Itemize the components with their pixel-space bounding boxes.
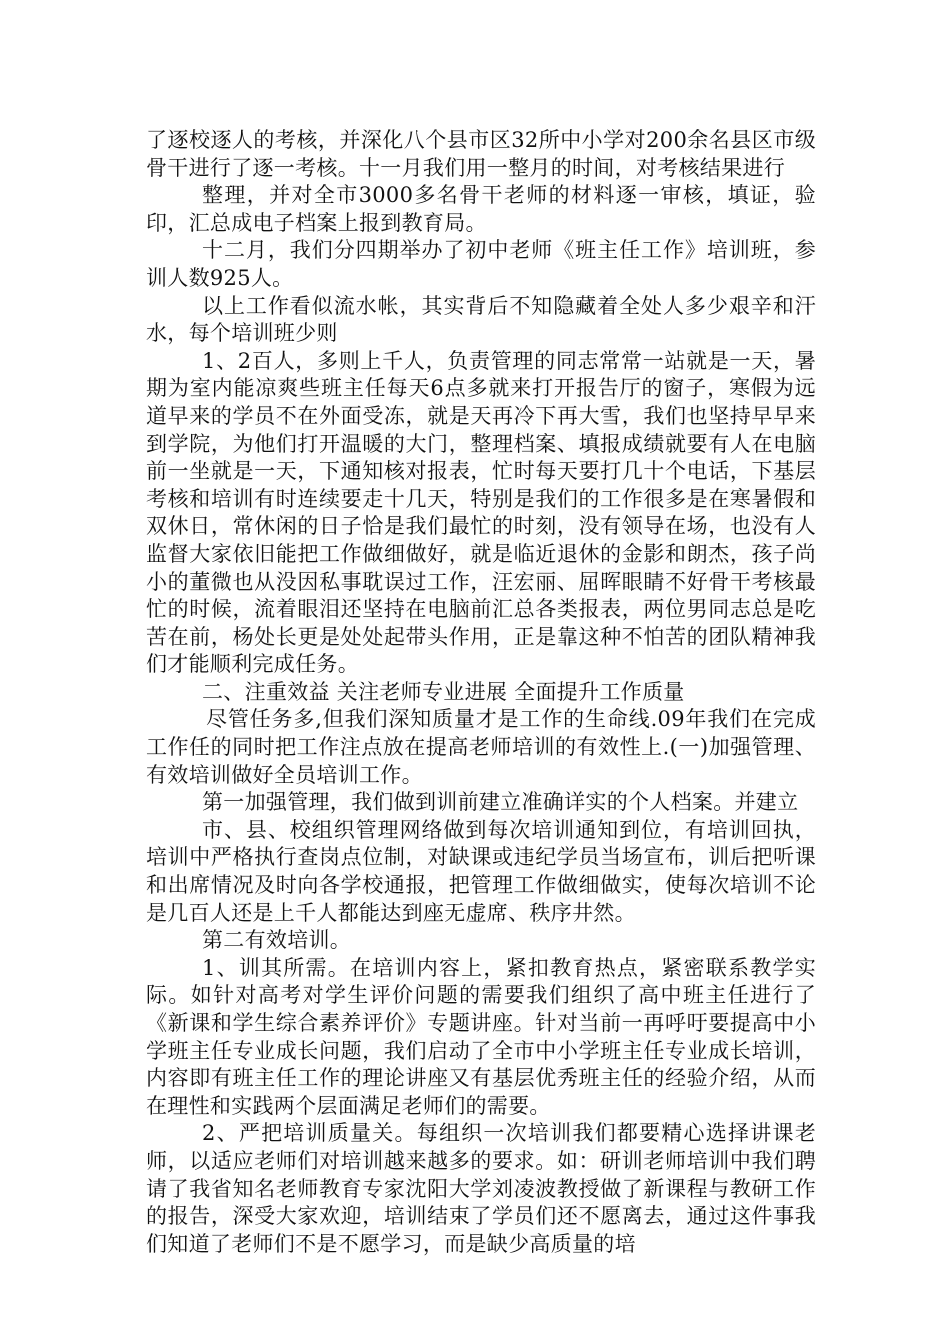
- paragraph-3: 十二月，我们分四期举办了初中老师《班主任工作》培训班，参训人数925人。: [146, 238, 816, 290]
- paragraph-8: 市、县、校组织管理网络做到每次培训通知到位，有培训回执，培训中严格执行查岗点位制，对缺课或违纪学员当场宣布，训后把听课和出席情况及时向各学校通报，把管理工作做细做实，使每次培训不论是几百人还是上千人都能达到座无虚席、秩序井然。: [146, 817, 816, 925]
- document-body: [146, 127, 816, 1258]
- paragraph-9: 第二有效培训。: [202, 928, 352, 953]
- paragraph-1: 了逐校逐人的考核，并深化八个县市区32所中小学对200余名县区市级骨干进行了逐一考核。十一月我们用一整月的时间，对考核结果进行: [146, 128, 816, 180]
- paragraph-10: 1、训其所需。在培训内容上，紧扣教育热点，紧密联系教学实际。如针对高考对学生评价问题的需要我们组织了高中班主任进行了《新课和学生综合素养评价》专题讲座。针对当前一再呼吁要提高中小学班主任专业成长问题，我们启动了全市中小学班主任专业成长培训，内容即有班主任工作的理论讲座又有基层优秀班主任的经验介绍，从而在理性和实践两个层面满足老师们的需要。: [146, 955, 816, 1118]
- paragraph-5: 1、2百人，多则上千人，负责管理的同志常常一站就是一天，暑期为室内能凉爽些班主任每天6点多就来打开报告厅的窗子，寒假为远道早来的学员不在外面受冻，就是天再冷下再大雪，我们也坚持早早来到学院，为他们打开温暖的大门，整理档案、填报成绩就要有人在电脑前一坐就是一天，下通知核对报表，忙时每天要打几十个电话，下基层考核和培训有时连续要走十几天，特别是我们的工作很多是在寒暑假和双休日，常休闲的日子恰是我们最忙的时刻，没有领导在场，也没有人监督大家依旧能把工作做细做好，就是临近退休的金影和朗杰，孩子尚小的董微也从没因私事耽误过工作，汪宏丽、屈晖眼睛不好骨干考核最忙的时候，流着眼泪还坚持在电脑前汇总各类报表，两位男同志总是吃苦在前，杨处长更是处处起带头作用，正是靠这种不怕苦的团队精神我们才能顺利完成任务。: [146, 348, 816, 677]
- paragraph-2: 整理，并对全市3000多名骨干老师的材料逐一审核，填证，验印，汇总成电子档案上报到教育局。: [146, 183, 816, 235]
- paragraph-6: 尽管任务多,但我们深知质量才是工作的生命线.09年我们在完成工作任的同时把工作注点放在提高老师培训的有效性上.(一)加强管理、有效培训做好全员培训工作。: [146, 707, 816, 787]
- section-heading: 二、注重效益 关注老师专业进展 全面提升工作质量: [202, 679, 685, 704]
- paragraph-7: 第一加强管理，我们做到训前建立准确详实的个人档案。并建立: [202, 790, 799, 815]
- paragraph-11: 2、严把培训质量关。每组织一次培训我们都要精心选择讲课老师，以适应老师们对培训越来越多的要求。如：研训老师培训中我们聘请了我省知名老师教育专家沈阳大学刘凌波教授做了新课程与教研工作的报告，深受大家欢迎，培训结束了学员们还不愿离去，通过这件事我们知道了老师们不是不愿学习，而是缺少高质量的培: [146, 1121, 816, 1256]
- paragraph-4: 以上工作看似流水帐，其实背后不知隐藏着全处人多少艰辛和汗水，每个培训班少则: [146, 293, 816, 346]
